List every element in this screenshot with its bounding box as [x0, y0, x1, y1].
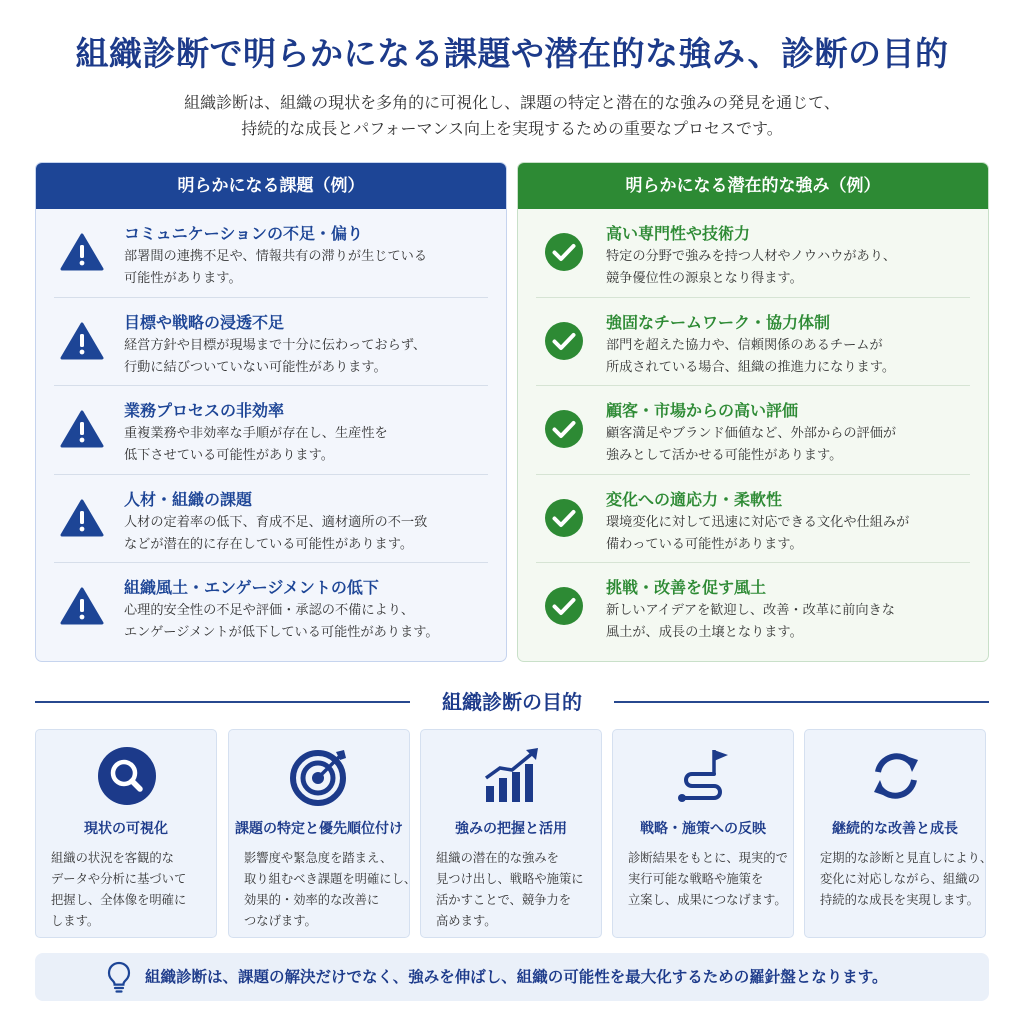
desc-line: 低下させている可能性があります。 [124, 448, 334, 464]
card-desc-line: します。 [51, 914, 100, 928]
strengths-item-desc [606, 335, 976, 379]
strengths-item-title: 顧客・市場からの高い評価 [606, 401, 799, 421]
card-desc-line: 組織の状況を客観的な [51, 851, 174, 865]
issues-item-title: 人材・組織の課題 [124, 489, 253, 509]
desc-line: エンゲージメントが低下している可能性があります。 [124, 625, 439, 641]
strengths-item-title: 高い専門性や技術力 [606, 224, 751, 243]
purpose-heading: 組織診断の目的 [0, 686, 1024, 715]
card-desc-line: 持続的な成長を実現します。 [820, 893, 979, 907]
card-desc-line: 組織の潜在的な強みを [436, 851, 559, 865]
issues-item-title: コミュニケーションの不足・偏り [124, 224, 364, 243]
intro-line: 持続的な成長とパフォーマンス向上を実現するための重要なプロセスです。 [241, 119, 783, 138]
strengths-item [536, 209, 970, 298]
footer-text: 組織診断は、課題の解決だけでなく、強みを伸ばし、組織の可能性を最大化するための羅針盤となります。 [145, 968, 888, 986]
card-title: 現状の可視化 [84, 821, 168, 837]
strengths-item-title: 強固なチームワーク・協力体制 [606, 312, 831, 332]
issues-heading: 明らかになる課題（例） [36, 163, 506, 209]
issues-item-desc [124, 335, 494, 379]
strengths-heading: 明らかになる潜在的な強み（例） [518, 163, 988, 209]
card-desc-line: 定期的な診断と見直しにより、 [820, 851, 993, 865]
growth-chart-icon [482, 746, 542, 806]
page-title: 組織診断で明らかになる課題や潜在的な強み、診断の目的 [75, 34, 949, 73]
strengths-item [536, 298, 970, 387]
desc-line: 備わっている可能性があります。 [606, 536, 803, 552]
warning-triangle-icon [60, 586, 104, 626]
issues-item [54, 298, 488, 387]
desc-line: 重複業務や非効率な手順が存在し、生産性を [124, 426, 388, 442]
card-desc-line: データや分析に基づいて [51, 872, 187, 886]
issues-item [54, 563, 488, 652]
card-title: 継続的な改善と成長 [832, 821, 958, 837]
desc-line: 所成されている場合、組織の推進力になります。 [606, 359, 896, 375]
desc-line: 心理的安全性の不足や評価・承認の不備により、 [124, 603, 415, 619]
strengths-item [536, 475, 970, 564]
issues-item-title: 目標や戦略の浸透不足 [124, 312, 285, 332]
card-desc-line: 把握し、全体像を明確に [51, 893, 187, 907]
issues-item-desc [124, 246, 494, 290]
check-circle-icon [542, 321, 586, 361]
card-title: 強みの把握と活用 [455, 821, 567, 837]
strengths-item-title: 挑戦・改善を促す風土 [606, 578, 767, 598]
card-title: 課題の特定と優先順位付け [235, 821, 403, 837]
card-desc [51, 848, 211, 932]
desc-line: 部署間の連携不足や、情報共有の滞りが生じている [124, 249, 428, 264]
check-circle-icon [542, 498, 586, 538]
cycle-arrows-icon [866, 746, 926, 806]
desc-line: 特定の分野で強みを持つ人材やノウハウがあり、 [606, 249, 897, 264]
desc-line: 強みとして活かせる可能性があります。 [606, 448, 843, 464]
desc-line: 可能性があります。 [124, 271, 242, 286]
card-desc [244, 848, 417, 932]
strengths-item-desc [606, 423, 976, 467]
desc-line: 風土が、成長の土壌となります。 [606, 625, 803, 641]
card-desc-line: つなげます。 [244, 914, 317, 928]
card-desc-line: 変化に対応しながら、組織の [820, 872, 980, 886]
warning-triangle-icon [60, 409, 104, 449]
desc-line: 顧客満足やブランド価値など、外部からの評価が [606, 426, 897, 442]
warning-triangle-icon [60, 321, 104, 361]
card-desc-line: 立案し、成果につなげます。 [628, 893, 787, 907]
issues-item-title: 業務プロセスの非効率 [124, 401, 285, 421]
lightbulb-icon [107, 961, 131, 993]
desc-line: 新しいアイデアを歓迎し、改善・改革に前向きな [606, 603, 895, 619]
card-desc-line: 診断結果をもとに、現実的で [628, 851, 788, 865]
strengths-item [536, 563, 970, 652]
card-desc-line: 影響度や緊急度を踏まえ、 [244, 851, 393, 865]
issues-panel [35, 162, 507, 662]
issues-item-desc [124, 512, 494, 556]
check-circle-icon [542, 232, 586, 272]
desc-line: 部門を超えた協力や、信頼関係のあるチームが [606, 337, 883, 353]
card-desc [436, 848, 596, 932]
strengths-item-desc [606, 512, 976, 556]
card-desc-line: 高めます。 [436, 914, 497, 928]
strengths-item-desc [606, 600, 976, 644]
issues-item [54, 386, 488, 475]
purpose-card [228, 729, 417, 938]
card-desc-line: 効果的・効率的な改善に [244, 893, 380, 907]
desc-line: などが潜在的に存在している可能性があります。 [124, 536, 414, 552]
issues-item [54, 475, 488, 564]
purpose-card [804, 729, 993, 938]
warning-triangle-icon [60, 498, 104, 538]
purpose-card [35, 729, 217, 938]
flag-path-icon [674, 746, 734, 806]
warning-triangle-icon [60, 232, 104, 272]
desc-line: 人材の定着率の低下、育成不足、適材適所の不一致 [124, 514, 428, 530]
card-desc-line: 取り組むべき課題を明確にし、 [244, 872, 417, 886]
card-title: 戦略・施策への反映 [640, 821, 766, 837]
strengths-item-desc [606, 246, 976, 290]
magnifier-icon [97, 746, 157, 806]
check-circle-icon [542, 586, 586, 626]
intro-line: 組織診断は、組織の現状を多角的に可視化し、課題の特定と潜在的な強みの発見を通じて、 [184, 93, 840, 112]
card-desc-line: 見つけ出し、戦略や施策に [436, 872, 584, 886]
purpose-card [612, 729, 794, 938]
desc-line: 経営方針や目標が現場まで十分に伝わっておらず、 [124, 337, 427, 353]
card-desc-line: 実行可能な戦略や施策を [628, 872, 764, 886]
purpose-card [420, 729, 602, 938]
strengths-item [536, 386, 970, 475]
footer-banner [35, 953, 989, 1001]
card-desc-line: 活かすことで、競争力を [436, 893, 572, 907]
check-circle-icon [542, 409, 586, 449]
card-desc [628, 848, 788, 911]
issues-item-title: 組織風土・エンゲージメントの低下 [124, 578, 379, 598]
desc-line: 行動に結びついていない可能性があります。 [124, 359, 387, 375]
issues-item [54, 209, 488, 298]
issues-item-desc [124, 423, 494, 467]
strengths-item-title: 変化への適応力・柔軟性 [606, 489, 783, 509]
intro-text [60, 90, 964, 142]
target-icon [290, 746, 350, 806]
strengths-panel [517, 162, 989, 662]
desc-line: 競争優位性の源泉となり得ます。 [606, 271, 803, 286]
desc-line: 環境変化に対して迅速に対応できる文化や仕組みが [606, 514, 910, 530]
card-desc [820, 848, 993, 911]
issues-item-desc [124, 600, 494, 644]
